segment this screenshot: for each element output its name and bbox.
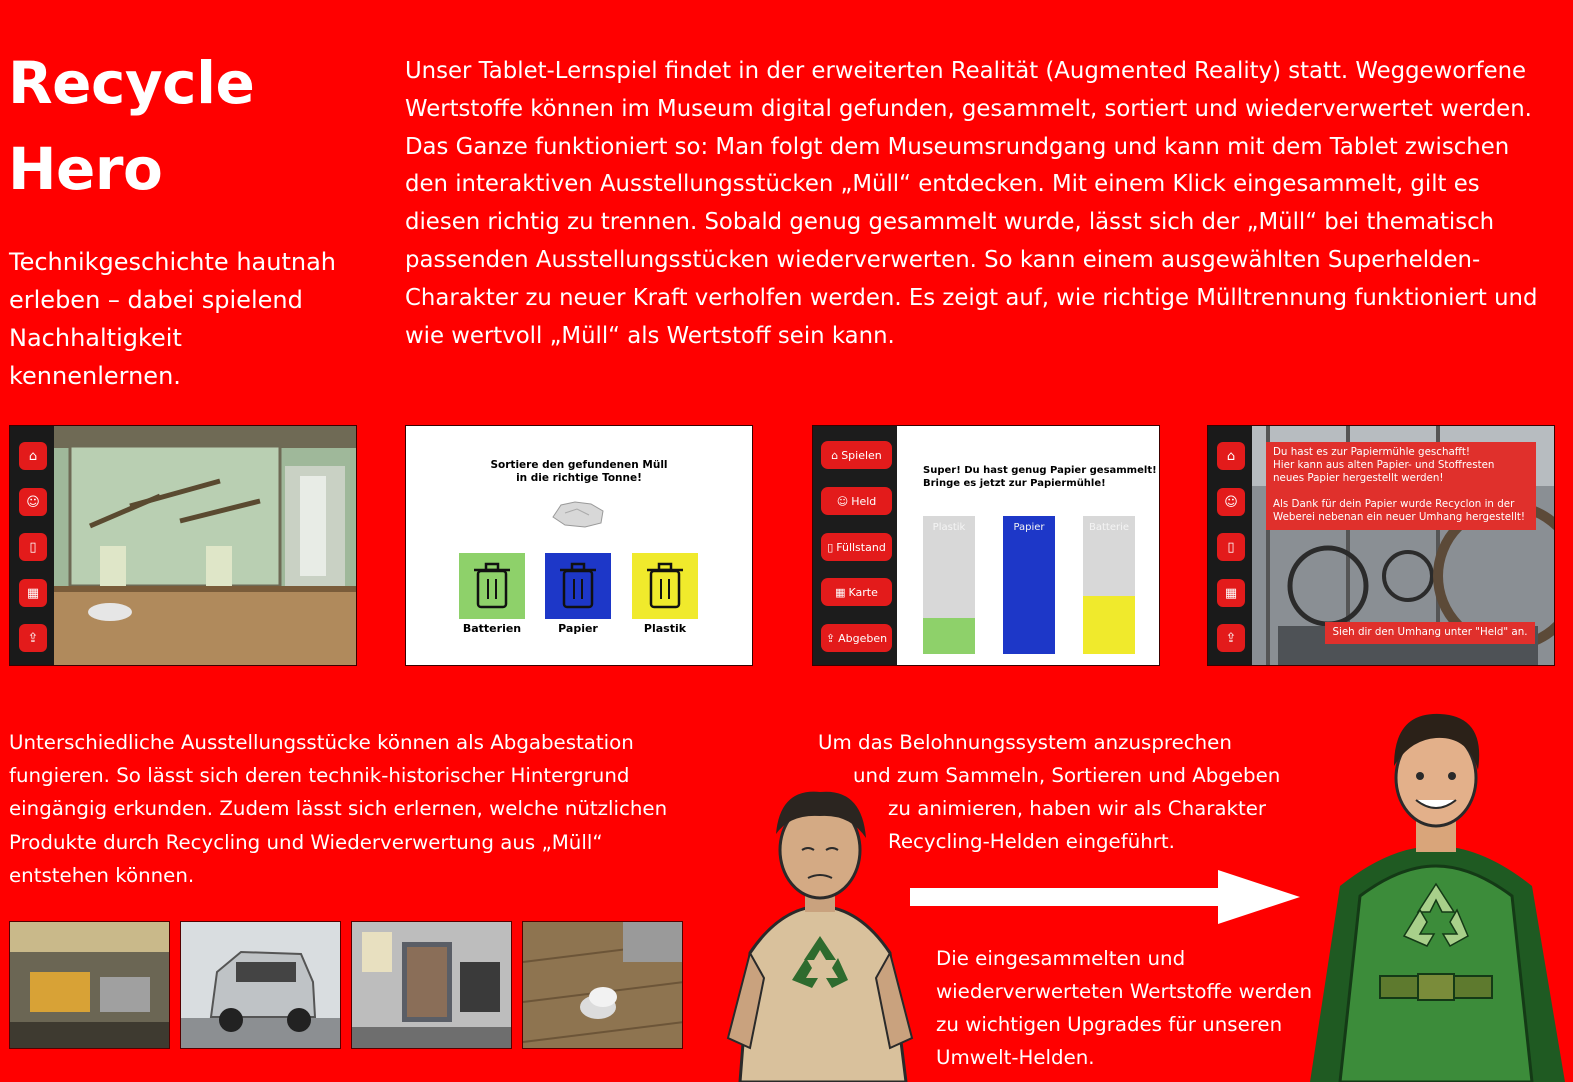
menu-spielen[interactable]: ⌂ Spielen <box>821 441 892 469</box>
museum-scene <box>10 426 357 666</box>
user-icon[interactable]: ☺ <box>1217 488 1245 516</box>
book-icon[interactable]: ▯ <box>1217 533 1245 561</box>
home-icon: ⌂ <box>831 448 839 462</box>
title-line-1: Recycle <box>8 49 255 117</box>
arrow-right-icon <box>910 868 1302 926</box>
superhero-character-illustration <box>1300 706 1573 1082</box>
fill-bar-papier <box>1003 516 1055 654</box>
fill-bar-level <box>1003 516 1055 654</box>
bin-label: Plastik <box>643 622 687 635</box>
ar-trash-floor-image <box>523 922 683 1049</box>
fill-bar-level <box>1083 596 1135 654</box>
screenshot-paper-mill <box>1207 425 1555 666</box>
bin-papier[interactable] <box>545 553 611 619</box>
book-icon: ▯ <box>827 540 834 554</box>
title-line-2: Hero <box>8 135 163 203</box>
map-icon[interactable]: ▦ <box>19 579 47 607</box>
fill-bar-label: Papier <box>1013 522 1045 533</box>
photo-recycling-press <box>351 921 512 1049</box>
electric-car-image <box>181 922 341 1049</box>
user-icon[interactable]: ☺ <box>19 488 47 516</box>
paper-trash-icon <box>549 499 609 529</box>
fill-bar-batterie <box>1083 516 1135 654</box>
bin-batterien[interactable] <box>459 553 525 619</box>
app-sidebar <box>10 426 54 665</box>
mill-message: Du hast es zur Papiermühle geschafft! Hier kann aus alten Papier- und Stoffresten neues Papier hergestellt werden! Als Dank für dein Papier wurde Recyclon in der Weberei nebenan ein neuer Umhang hergestellt! <box>1266 442 1536 530</box>
menu-fuellstand[interactable]: ▯ Füllstand <box>821 533 892 561</box>
map-icon[interactable]: ▦ <box>1217 579 1245 607</box>
upgrade-text: Die eingesammelten und wiederverwerteten Wertstoffe werden zu wichtigen Upgrades für unseren Umwelt-Helden. <box>936 947 1312 1069</box>
fill-bar-label: Plastik <box>932 522 966 533</box>
car-factory-image <box>10 922 170 1049</box>
book-icon[interactable]: ▯ <box>19 533 47 561</box>
share-icon: ⇪ <box>825 631 836 645</box>
share-icon[interactable]: ⇪ <box>19 624 47 652</box>
bin-label: Papier <box>558 622 598 635</box>
fill-bar-plastik <box>923 516 975 654</box>
subtitle: Technikgeschichte hautnah erleben – dabei spielend Nachhaltigkeit kennenlernen. <box>9 248 336 390</box>
exhibit-description: Unterschiedliche Ausstellungsstücke können als Abgabestation fungieren. So lässt sich deren technik-historischer Hintergrund eingängig erkunden. Zudem lässt sich erlernen, welche nützlichen Produkte durch Recycling und Wiederverwertung aus „Müll“ entstehen können. <box>9 731 668 887</box>
intro-text: Unser Tablet-Lernspiel findet in der erweiterten Realität (Augmented Reality) statt. Weggeworfene Wertstoffe können im Museum digital gefunden, gesammelt, sortiert und wiederverwertet werden. Das Ganze funktioniert so: Man folgt dem Museumsrundgang und kann mit dem Tablet zwischen den interaktiven Ausstellungsstücken „Müll“ entdecken. Mit einem Klick eingesammelt, gilt es diesen richtig zu trennen. Sobald genug gesammelt wurde, lässt sich der „Müll“ bei thematisch passenden Ausstellungsstücken wiederverwerten. So kann einem ausgewählten Superhelden-Charakter zu neuer Kraft verholfen werden. Es zeigt auf, wie richtige Mülltrennung funktioniert und wie wertvoll „Müll“ als Wertstoff sein kann. <box>405 58 1538 349</box>
user-icon: ☺ <box>836 494 849 508</box>
bin-plastik[interactable] <box>632 553 698 619</box>
fill-message: Super! Du hast genug Papier gesammelt! Bringe es jetzt zur Papiermühle! <box>923 465 1157 489</box>
app-sidebar-labeled <box>813 426 897 665</box>
sort-heading: Sortiere den gefundenen Müll in die richtige Tonne! <box>490 459 668 484</box>
reward-system-text: Um das Belohnungssystem anzusprechen und zum Sammeln, Sortieren und Abgeben zu animieren, haben wir als Charakter Recycling-Helden eingeführt. <box>818 731 1281 853</box>
page-title <box>8 40 254 212</box>
photo-electric-car <box>180 921 341 1049</box>
menu-abgeben[interactable]: ⇪ Abgeben <box>821 624 892 652</box>
home-icon[interactable]: ⌂ <box>19 442 47 470</box>
recycling-press-image <box>352 922 512 1049</box>
menu-held[interactable]: ☺ Held <box>821 487 892 515</box>
photo-ar-trash-floor <box>522 921 683 1049</box>
app-sidebar <box>1208 426 1252 665</box>
photo-car-factory <box>9 921 170 1049</box>
trash-bin-icon <box>472 561 512 611</box>
screenshot-ar-museum <box>9 425 357 666</box>
map-icon: ▦ <box>835 585 846 599</box>
share-icon[interactable]: ⇪ <box>1217 624 1245 652</box>
trash-bin-icon <box>645 561 685 611</box>
fill-bar-label: Batterie <box>1088 522 1130 533</box>
mill-footer-hint[interactable]: Sieh dir den Umhang unter "Held" an. <box>1325 622 1535 644</box>
home-icon[interactable]: ⌂ <box>1217 442 1245 470</box>
menu-karte[interactable]: ▦ Karte <box>821 578 892 606</box>
trash-bin-icon <box>558 561 598 611</box>
sad-character-illustration <box>720 778 920 1082</box>
fill-bar-level <box>923 618 975 654</box>
bin-label: Batterien <box>462 622 522 635</box>
screenshot-fill-level <box>812 425 1160 666</box>
